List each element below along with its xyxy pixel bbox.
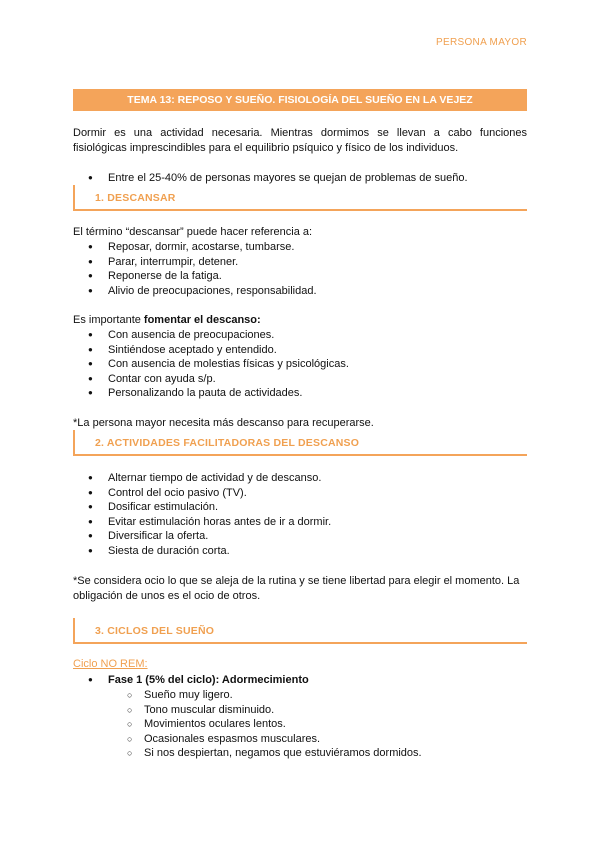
descanso-note: *La persona mayor necesita más descanso para recuperarse. (73, 417, 374, 429)
list-item: ● Reposar, dormir, acostarse, tumbarse. (0, 240, 520, 255)
sub-list-item: ○ Tono muscular disminuido. (0, 703, 520, 718)
section-heading-descansar (73, 185, 527, 211)
list-item: ● Personalizando la pauta de actividades. (0, 386, 520, 401)
ciclo-no-rem-title: Ciclo NO REM: (73, 658, 148, 670)
sub-list-item: ○ Ocasionales espasmos musculares. (0, 732, 520, 747)
running-header: PERSONA MAYOR (436, 37, 527, 48)
section-title: 2. ACTIVIDADES FACILITADORAS DEL DESCANSO (95, 437, 360, 449)
list-item: ● Contar con ayuda s/p. (0, 372, 520, 387)
list-item: ● Entre el 25-40% de personas mayores se quejan de problemas de sueño. (0, 171, 520, 186)
fase-list (0, 673, 520, 688)
list-item: ● Sintiéndose aceptado y entendido. (0, 343, 520, 358)
sub-list-item: ○ Si nos despiertan, negamos que estuviéramos dormidos. (0, 746, 520, 761)
list-item: ● Con ausencia de molestias físicas y psicológicas. (0, 357, 520, 372)
important-line (73, 313, 527, 328)
descansar-intro: El término “descansar” puede hacer referencia a: (73, 226, 313, 238)
list-item: ● Alternar tiempo de actividad y de descanso. (0, 471, 520, 486)
topic-title: TEMA 13: REPOSO Y SUEÑO. FISIOLOGÍA DEL SUEÑO EN LA VEJEZ (73, 89, 527, 111)
list-item (0, 673, 520, 688)
section-heading-actividades (73, 430, 527, 456)
ocio-note-line-2: obligación de unos es el ocio de otros. (73, 590, 261, 602)
section-heading-ciclos (73, 618, 527, 644)
stat-list (0, 171, 520, 186)
sub-list-item: ○ Sueño muy ligero. (0, 688, 520, 703)
intro-line-1: Dormir es una actividad necesaria. Mientras dormimos se llevan a cabo funciones (73, 127, 527, 139)
fase-1-label: Fase 1 (5% del ciclo): Adormecimiento (108, 674, 309, 686)
list-item: ● Siesta de duración corta. (0, 544, 520, 559)
important-prefix: Es importante (73, 314, 144, 326)
list-item: ● Dosificar estimulación. (0, 500, 520, 515)
list-item: ● Reponerse de la fatiga. (0, 269, 520, 284)
section-title: 1. DESCANSAR (95, 192, 176, 204)
sub-list-item: ○ Movimientos oculares lentos. (0, 717, 520, 732)
list-item: ● Alivio de preocupaciones, responsabilidad. (0, 284, 520, 299)
section-title: 3. CICLOS DEL SUEÑO (95, 625, 215, 637)
ocio-note-line-1: *Se considera ocio lo que se aleja de la rutina y se tiene libertad para elegir el momento. La (73, 575, 520, 587)
list-item: ● Control del ocio pasivo (TV). (0, 486, 520, 501)
descansar-list (0, 240, 520, 298)
fase-1-sublist (0, 688, 520, 761)
list-item: ● Con ausencia de preocupaciones. (0, 328, 520, 343)
list-item: ● Parar, interrumpir, detener. (0, 255, 520, 270)
list-item: ● Evitar estimulación horas antes de ir a dormir. (0, 515, 520, 530)
intro-line-2: fisiológicas imprescindibles para el equilibrio psíquico y físico de los individuos. (73, 142, 459, 154)
list-item: ● Diversificar la oferta. (0, 529, 520, 544)
important-bold: fomentar el descanso: (143, 314, 261, 326)
fomentar-list (0, 328, 520, 401)
actividades-list (0, 471, 520, 559)
